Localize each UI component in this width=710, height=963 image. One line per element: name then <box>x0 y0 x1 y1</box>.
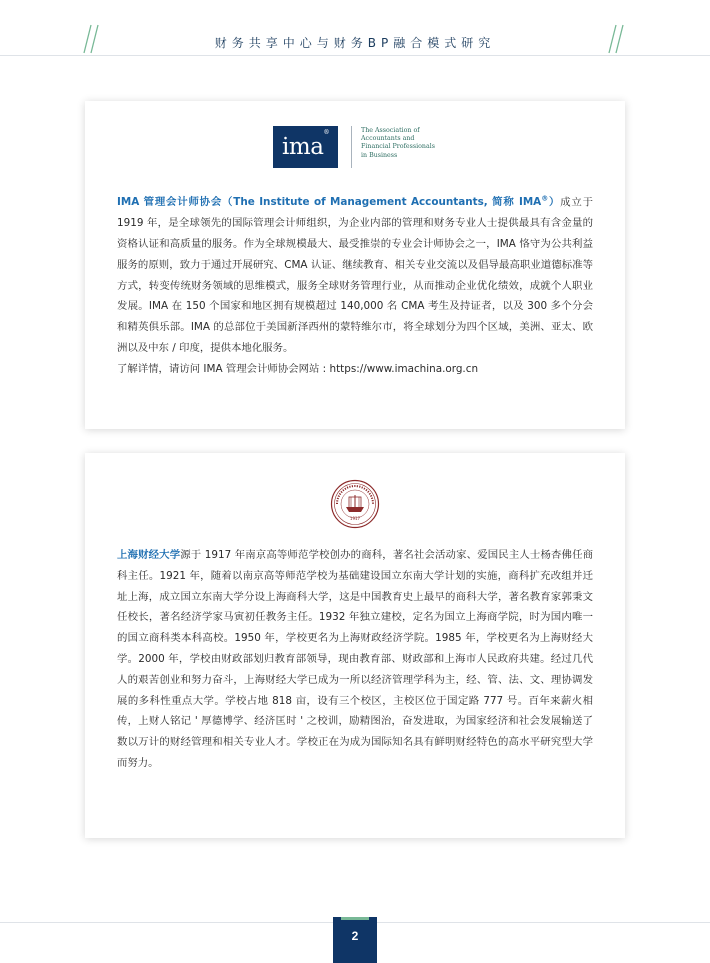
ima-description <box>117 189 593 380</box>
ima-name-highlight: IMA 管理会计师协会（The Institute of Management Accountants, 简称 IMA®） <box>117 195 561 209</box>
page-tab-accent <box>341 917 369 920</box>
page-number: 2 <box>351 929 359 943</box>
sufe-description <box>117 545 593 774</box>
header-rule <box>0 55 710 56</box>
university-seal-icon <box>330 479 380 529</box>
running-header-title: 财务共享中心与财务BP融合模式研究 <box>214 36 496 50</box>
ima-logo <box>273 126 443 168</box>
double-slash-right-icon <box>607 24 631 54</box>
ima-logo-divider <box>351 126 352 168</box>
svg-text:1917: 1917 <box>349 516 361 521</box>
sufe-info-card <box>85 453 625 838</box>
page-header <box>0 0 710 60</box>
page-number-tab <box>333 917 377 963</box>
sufe-paragraph: 上海财经大学源于 1917 年南京高等师范学校创办的商科，著名社会活动家、爱国民主人士杨杏佛任商科主任。1921 年，随着以南京高等师范学校为基础建设国立东南大学计划的实施，商科扩充改组并迁址上海，成立国立东南大学分设上海商科大学，这是中国教育史上最早的商科大学，著名教育家郭秉文任校长，著名经济学家马寅初任教务主任。1932 年独立建校，定名为国立上海商学院，时为国内唯一的国立商科类本科高校。1950 年，学校更名为上海财政经济学院。1985 年，学校更名为上海财经大学。2000 年，学校由财政部划归教育部领导，现由教育部、财政部和上海市人民政府共建。经过几代人的艰苦创业和努力奋斗，上海财经大学已成为一所以经济管理学科为主，经、管、法、文、理协调发展的多科性重点大学。学校占地 818 亩，设有三个校区，主校区位于国定路 777 号。百年来薪火相传，上财人铭记 ' 厚德博学、经济匡时 ' 之校训，励精图治，奋发进取，为国家经济和社会发展输送了数以万计的财经管理和相关专业人才。学校正在为成为国际知名具有鲜明财经特色的高水平研究型大学而努力。 <box>117 549 594 769</box>
ima-logo-tagline: The Association of Accountants and Financial Professionals in Business <box>361 127 435 159</box>
ima-more-info: 了解详情，请访问 IMA 管理会计师协会网站 : https://www.imachina.org.cn <box>117 362 479 375</box>
ima-paragraph: IMA 管理会计师协会（The Institute of Management Accountants, 简称 IMA®）成立于 1919 年，是全球领先的国际管理会计师组织，为企业内部的管理和财务专业人士提供最具有含金量的资格认证和高质量的服务。作为全球规模最大、最受推崇的专业会计师协会之一，IMA 恪守为公共利益服务的原则，致力于通过开展研究、CMA 认证、继续教育、相关专业交流以及倡导最高职业道德标准等方式，转变传统财务领域的思维模式，服务全球财务管理行业，从而推动企业优化绩效，成就个人职业发展。IMA 在 150 个国家和地区拥有规模超过 140,000 名 CMA 考生及持证者，以及 300 多个分会和精英俱乐部。IMA 的总部位于美国新泽西州的蒙特维尔市，将全球划分为四个区域，美洲、亚太、欧洲以及中东 / 印度，提供本地化服务。 <box>117 195 594 355</box>
ima-info-card <box>85 101 625 429</box>
ima-logo-mark: ima® <box>273 126 338 168</box>
sufe-name-highlight: 上海财经大学 <box>117 549 181 561</box>
